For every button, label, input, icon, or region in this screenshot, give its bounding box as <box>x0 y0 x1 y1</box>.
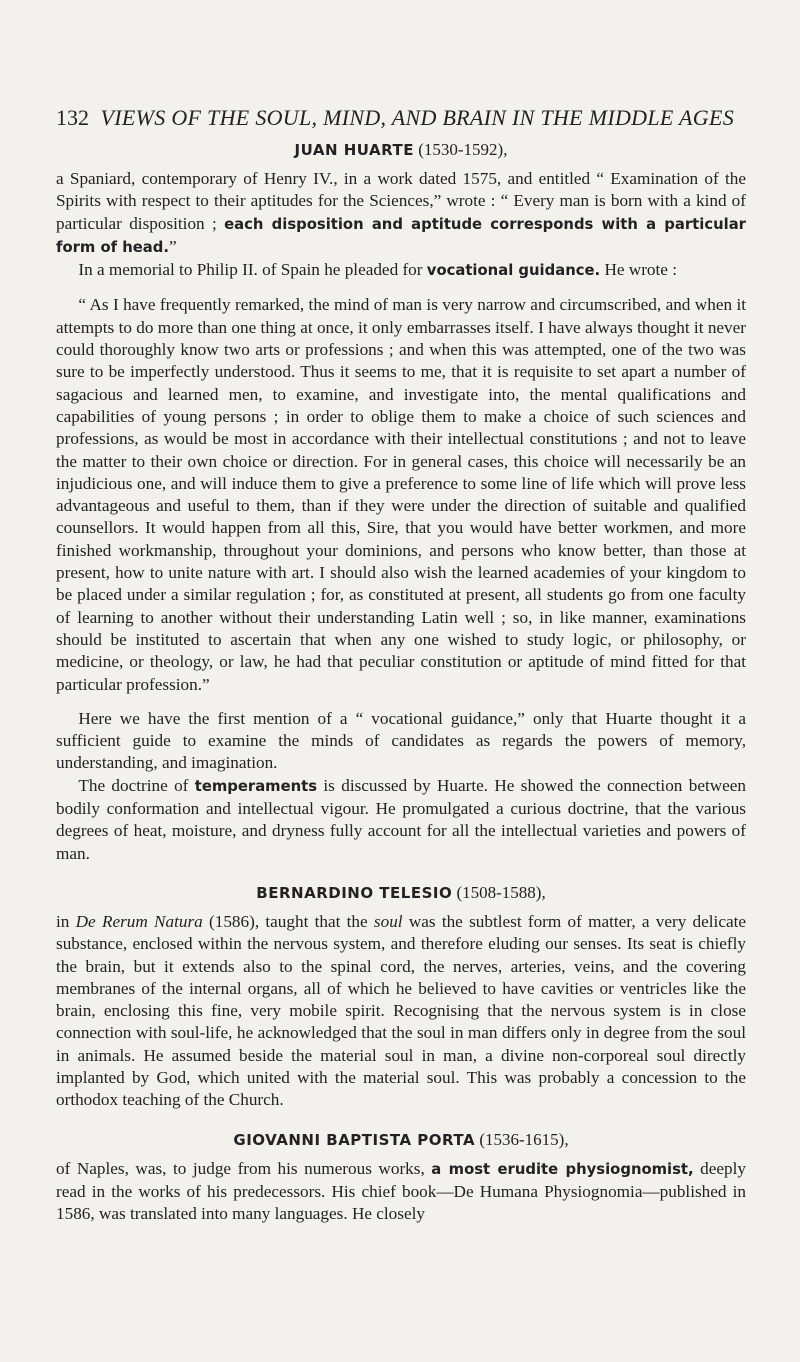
section-heading-huarte <box>56 138 746 162</box>
heading-name: JUAN HUARTE <box>294 141 414 159</box>
heading-dates: (1508-1588), <box>456 882 546 902</box>
page-number: 132 <box>56 105 89 130</box>
block-quote: “ As I have frequently remarked, the mind of man is very narrow and circumscribed, and when it attempts to do more than one thing at once, it only embarrasses itself. I have always thought it never could thoroughly know two arts or professions ; and when this was attempted, one of the two was sure to be imperfectly understood. Thus it seems to me, that it is requisite to set apart a number of sagacious and learned men, to examine, and investigate into, the mental qualifications and capabilities of young persons ; in order to oblige them to make a choice of such sciences and professions, as would be most in accordance with their intellectual constitutions ; and not to leave the matter to their own choice or direction. For in general cases, this choice will necessarily be an injudicious one, and will induce them to give a preference to some line of life which will prove less advantageous and useful to them, than if they were under the direction of suitable and qualified counsellors. It would happen from all this, Sire, that you would have better workmen, and more finished workmanship, throughout your dominions, and persons who know better, than those at present, how to unite nature with art. I should also wish the learned academies of your kingdom to be placed under a similar regulation ; for, as constituted at present, all students go from one faculty of learning to another without their understanding Latin well ; so, in like manner, examinations should be instituted to ascertain that when any one wished to study logic, or philosophy, or medicine, or theology, or law, he had that peculiar constitution or aptitude of mind fitted for that particular profession.” <box>56 295 746 694</box>
paragraph: Here we have the first mention of a “ vocational guidance,” only that Huarte thought it a sufficient guide to examine the minds of candidates as regards the powers of memory, understanding, and imagination. <box>56 708 746 773</box>
heading-name: BERNARDINO TELESIO <box>256 883 453 902</box>
paragraph: of Naples, was, to judge from his numerous works, a most erudite physiognomist, deeply read in the works of his predecessors. His chief book—De Humana Physiognomia—published in 1586, was translated into many languages. He closely <box>56 1158 746 1224</box>
heading-name: GIOVANNI BAPTISTA PORTA <box>233 1130 476 1149</box>
section-heading-telesio <box>56 881 746 905</box>
paragraph: The doctrine of temperaments is discussed by Huarte. He showed the connection between bodily conformation and intellectual vigour. He promulgated a curious doctrine, that the various degrees of heat, moisture, and dryness fully account for all the intellectual varieties and powers of man. <box>56 775 746 863</box>
heading-dates: (1536-1615), <box>479 1129 569 1149</box>
heading-dates: (1530-1592), <box>418 140 508 159</box>
running-header <box>56 104 746 132</box>
running-title: VIEWS OF THE SOUL, MIND, AND BRAIN IN THE MIDDLE AGES <box>100 105 734 130</box>
paragraph: a Spaniard, contemporary of Henry IV., in a work dated 1575, and entitled “ Examination of the Spirits with respect to their aptitudes for the Sciences,” wrote : “ Every man is born with a kind of particular disposition ; each disposition and aptitude corresponds with a particular form of head.” <box>56 169 746 256</box>
paragraph: in De Rerum Natura (1586), taught that the soul was the subtlest form of matter, a very delicate substance, enclosed within the nervous system, and therefore eluding our senses. Its seat is chiefly the brain, but it extends also to the spinal cord, the nerves, arteries, veins, and the covering membranes of the internal organs, all of which he believed to have cavities or ventricles like the brain, enclosing this fine, very mobile spirit. Recognising that the nervous system is in close connection with soul-life, he acknowledged that the soul in man differs only in degree from the soul in animals. He assumed beside the material soul in man, a divine non-corporeal soul directly implanted by God, which united with the material soul. This was probably a concession to the orthodox teaching of the Church. <box>56 911 746 1110</box>
paragraph: In a memorial to Philip II. of Spain he pleaded for vocational guidance. He wrote : <box>78 260 677 280</box>
section-heading-porta <box>56 1128 746 1152</box>
